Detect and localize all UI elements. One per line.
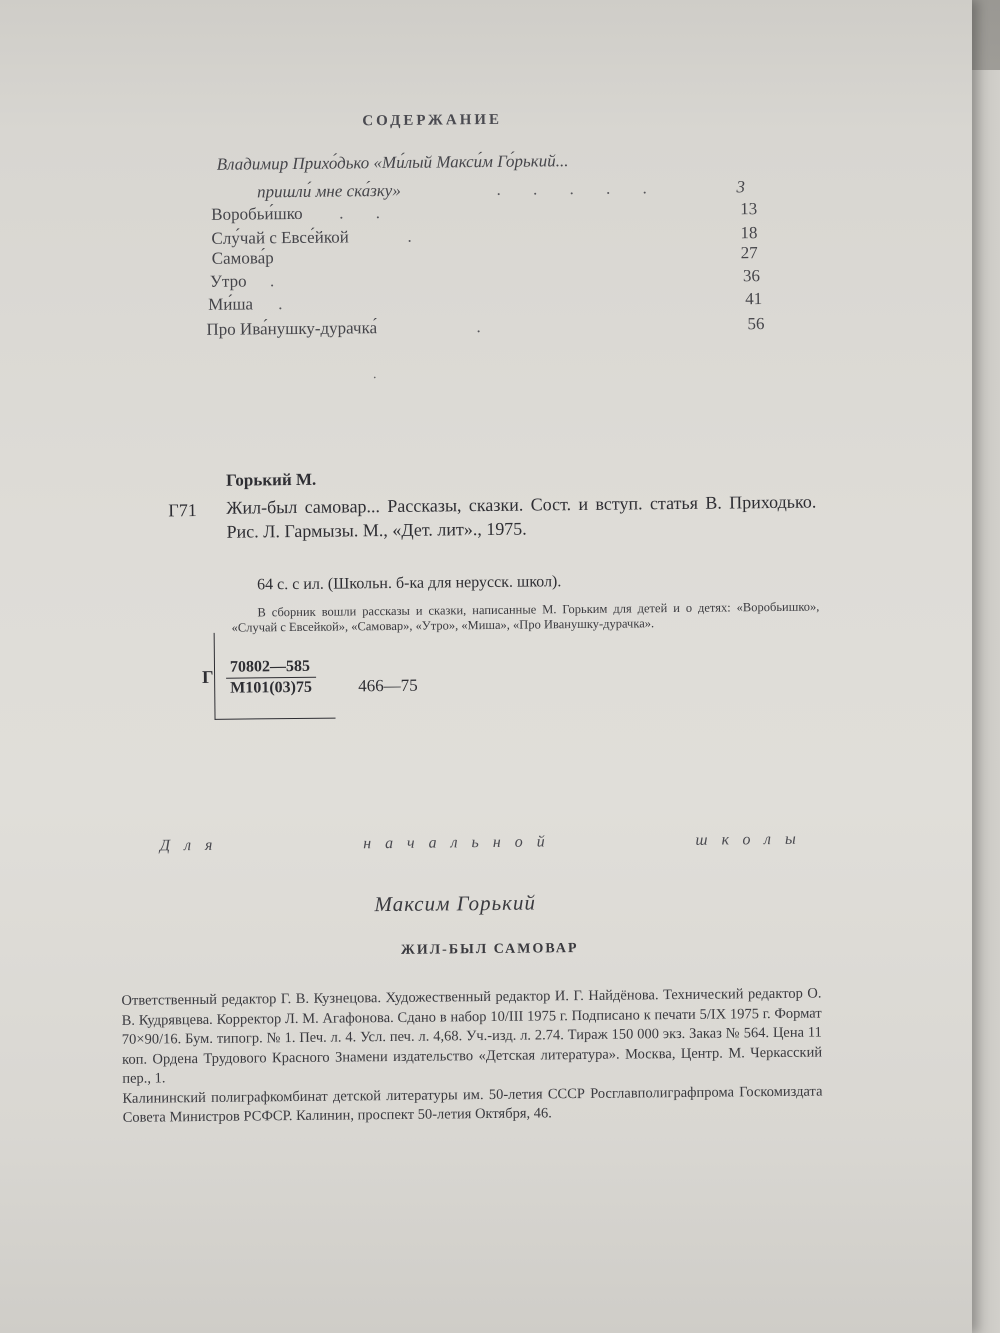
toc-page-number: 13 [740, 199, 758, 219]
catalog-g-letter: Г [201, 666, 214, 687]
toc-leader-dots: . [476, 316, 495, 337]
toc-entry [208, 289, 764, 315]
toc-leader-dots: . [278, 293, 297, 314]
toc-leader-dots: . [407, 226, 426, 246]
toc-entry-title: Воробьи́шко [211, 203, 303, 224]
imprint-paragraph: Ответственный редактор Г. В. Кузнецова. Художественный редактор И. Г. Найдёнова. Технический редактор О. В. Кудрявцева. Корректор Л. М. Агафонова. Сдано в набор 10/III 1975 г. Подписано к печати 5/IX 1975 г. Формат 70×90/16. Бум. типогр. № 1. Печ. л. 4. Усл. печ. л. 4,68. Уч.-изд. л. 2.74. Тираж 150 000 экз. Заказ № 564. Цена 11 коп. Ордена Трудового Красного Знамени издательство «Детская литература». Москва, Центр. М. Черкасский пер., 1. [121, 985, 823, 1087]
toc-leader-dots: . [269, 271, 289, 291]
series-word: школы [695, 830, 810, 849]
book-title: ЖИЛ-БЫЛ САМОВАР [400, 941, 579, 958]
toc-entry-intro [217, 151, 569, 175]
toc-entry-title: Слу́чай с Евсе́йкой [211, 227, 349, 248]
catalog-fraction-top: 70802—585 [226, 657, 316, 679]
toc-entry-title: Утро [209, 271, 247, 291]
series-word: Для [159, 836, 227, 855]
toc-page-number: 3 [736, 177, 746, 197]
catalog-annotation: В сборник вошли рассказы и сказки, написанные М. Горьким для детей и о детях: «Воробьишко», «Случай с Евсейкой», «Самовар», «Утро», «Миша», «Про Иванушку-дурачка». [231, 599, 820, 635]
catalog-code: Г71 [168, 500, 197, 521]
imprint-block [121, 985, 822, 1129]
toc-entry-title-cont: пришли́ мне ска́зку» [256, 180, 401, 202]
toc-page-number: 27 [740, 243, 758, 263]
toc-entry [206, 314, 766, 340]
toc-entry-title: Про Ива́нушку-дурачка́ [206, 318, 378, 339]
catalog-index: 466—75 [358, 675, 418, 696]
toc-entry [211, 199, 759, 225]
toc-leader-dots: . . . . . [496, 178, 662, 199]
toc-leader-dots: . . [339, 202, 395, 223]
print-speck: . [372, 367, 377, 383]
toc-page-number: 36 [742, 266, 761, 286]
imprint-printer: Калининский полиграфкомбинат детской литературы им. 50-летия СССР Росглавполиграфпрома Госкомиздата Совета Министров РСФСР. Калинин, проспект 50-летия Октября, 46. [122, 1083, 823, 1126]
toc-page-number: 41 [745, 289, 763, 309]
toc-entry-title: Ми́ша [208, 294, 254, 314]
catalog-fraction [226, 657, 316, 699]
toc-entry-title: «Ми́лый Макси́м Го́рький... [373, 151, 569, 173]
toc-entry-author: Владимир Прихо́дько [216, 153, 370, 174]
toc-entry-intro-cont [257, 177, 757, 202]
series-word: начальной [363, 833, 559, 853]
toc-page-number: 18 [740, 223, 758, 243]
toc-heading: СОДЕРЖАНИЕ [362, 111, 503, 130]
toc-entry-title: Самова́р [211, 248, 274, 268]
catalog-author: Горький М. [225, 469, 317, 490]
book-author: Максим Горький [374, 890, 537, 917]
toc-page-number: 56 [747, 314, 765, 334]
catalog-pages: 64 с. с ил. (Школьн. б-ка для нерусск. школ). [257, 573, 562, 594]
toc-entry [210, 266, 762, 292]
catalog-description: Жил-был самовар... Рассказы, сказки. Сост. и вступ. статья В. Приходько. Рис. Л. Гармызы. М., «Дет. лит»., 1975. [226, 491, 817, 542]
series-line [160, 831, 810, 856]
catalog-fraction-bottom: М101(03)75 [230, 678, 313, 697]
